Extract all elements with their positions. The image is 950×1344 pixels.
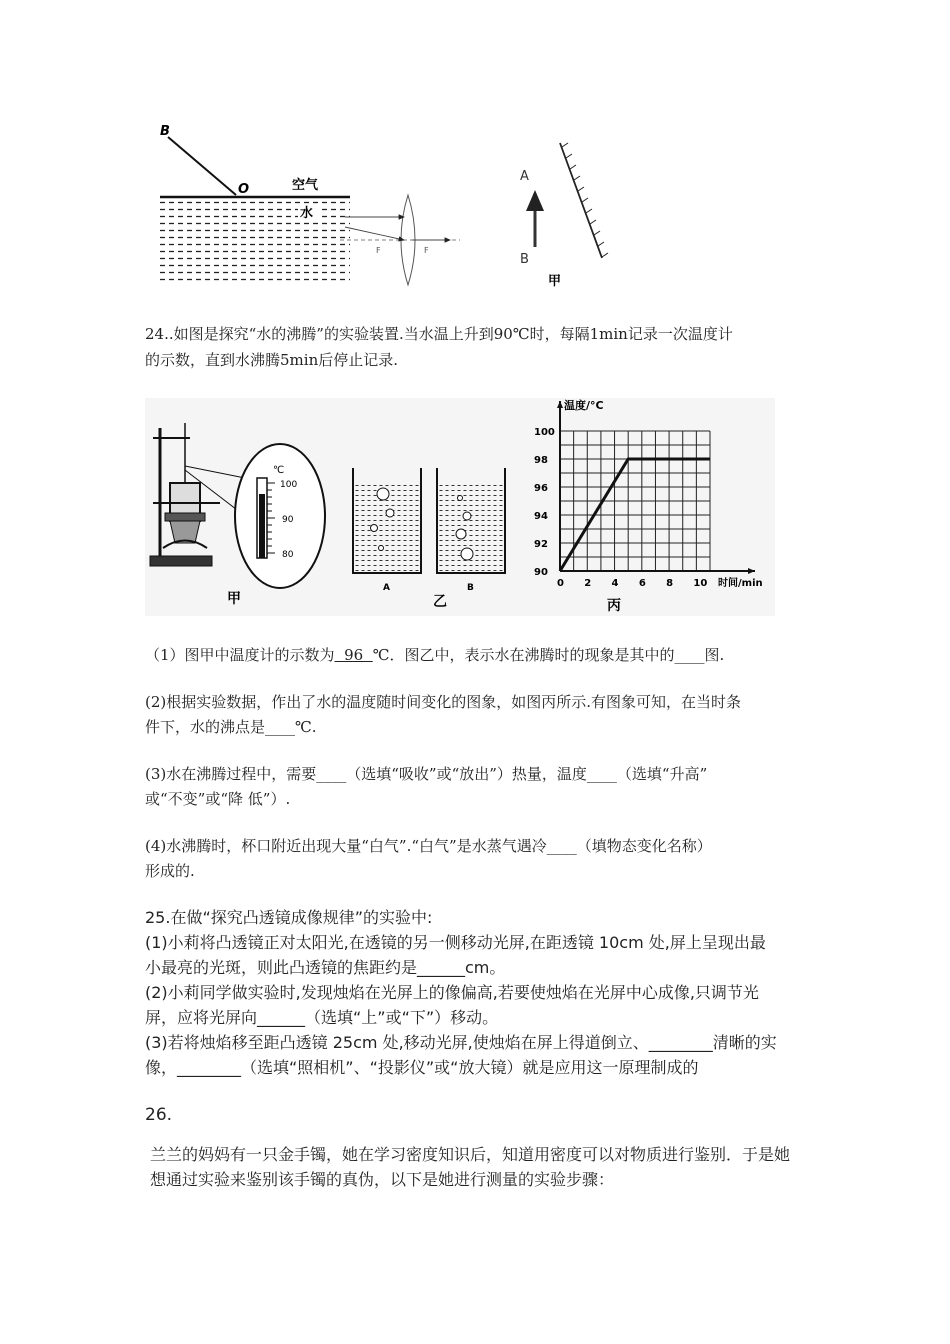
label-B2: B — [520, 252, 529, 267]
label-A: A — [520, 169, 529, 184]
label-water: 水 — [300, 206, 314, 221]
label-F1: F — [376, 246, 381, 255]
beaker-B-label: B — [467, 583, 474, 593]
x-tick-label: 8 — [666, 578, 674, 589]
y-axis-label: 温度/°C — [564, 399, 604, 412]
q24-part3-line1: (3)水在沸腾过程中，需要____（选填“吸收”或“放出”）热量，温度____（选填“升高” — [145, 765, 708, 783]
y-tick-label: 100 — [534, 427, 555, 438]
q26-line1: 兰兰的妈妈有一只金手镯，她在学习密度知识后，知道用密度可以对物质进行鉴别．于是她 — [150, 1145, 791, 1164]
refraction-figure — [160, 124, 350, 285]
label-O: O — [238, 182, 250, 197]
x-tick-label: 6 — [638, 578, 646, 589]
q24-part2-line2: 件下，水的沸点是____℃. — [145, 718, 317, 736]
ray-2 — [345, 227, 404, 240]
y-axis-arrow — [557, 401, 563, 408]
y-tick-label: 98 — [534, 455, 548, 466]
x-axis-label: 时间/min — [718, 578, 763, 589]
label-bing: 丙 — [607, 598, 621, 614]
label-yi: 乙 — [433, 594, 447, 610]
q24-part1-b: ℃．图乙中，表示水在沸腾时的现象是其中的____图. — [372, 646, 725, 664]
therm-90: 90 — [282, 515, 294, 525]
q25-part3-line2: 像，________（选填“照相机”、“投影仪”或“放大镜）就是应用这一原理制成的 — [145, 1058, 699, 1077]
q24-part1 — [145, 643, 825, 667]
beaker-A — [353, 468, 421, 593]
x-tick-label: 4 — [611, 578, 619, 589]
beaker-A-label: A — [383, 583, 390, 593]
q24-part3-line2: 或“不变”或“降 低”）. — [145, 790, 291, 808]
q24-figure-drawing — [145, 398, 775, 616]
apparatus-jia — [150, 423, 245, 566]
y-tick-label: 90 — [534, 567, 548, 578]
q24-intro-line2: 的示数，直到水沸腾5min后停止记录. — [145, 351, 398, 369]
q26-number: 26. — [145, 1105, 173, 1125]
thermometer-detail — [235, 444, 325, 588]
q24-part4-line1: (4)水沸腾时，杯口附近出现大量“白气”.“白气”是水蒸气遇冷____（填物态变化名称） — [145, 837, 712, 855]
q25-part3-line1: (3)若将烛焰移至距凸透镜 25cm 处,移动光屏,使烛焰在屏上得道倒立、________清晰的实 — [145, 1033, 777, 1052]
lens-figure — [340, 195, 460, 285]
water-region — [160, 197, 350, 285]
y-tick-label: 96 — [534, 483, 548, 494]
x-tick-label: 0 — [557, 578, 564, 589]
plane-mirror — [560, 143, 602, 258]
q24-part4-line2: 形成的. — [145, 862, 195, 880]
q25-part2-line1: (2)小莉同学做实验时,发现烛焰在光屏上的像偏高,若要使烛焰在光屏中心成像,只调节光 — [145, 983, 759, 1002]
label-B: B — [160, 124, 170, 139]
q24-intro-line1: 24..如图是探究“水的沸腾”的实验装置.当水温上升到90℃时，每隔1min记录一次温度计 — [145, 325, 733, 343]
incident-ray — [168, 137, 236, 195]
q25-title: 25.在做“探究凸透镜成像规律”的实验中: — [145, 908, 433, 927]
q24-part1-a: （1）图甲中温度计的示数为 — [145, 646, 335, 664]
q24-part1-answer: 96 — [334, 646, 373, 664]
label-F2: F — [424, 246, 429, 255]
x-axis-arrow — [748, 568, 755, 574]
y-tick-label: 92 — [534, 539, 548, 550]
y-tick-label: 94 — [534, 511, 548, 522]
q25-part1-line2: 小最亮的光斑，则此凸透镜的焦距约是______cm。 — [145, 958, 506, 977]
q25-part2-line2: 屏，应将光屏向______（选填“上”或“下”）移动。 — [145, 1008, 499, 1027]
x-tick-label: 10 — [693, 578, 708, 589]
beaker-B — [437, 468, 505, 593]
q24-part2-line1: (2)根据实验数据，作出了水的温度随时间变化的图象，如图丙所示.有图象可知，在当时条 — [145, 693, 742, 711]
x-tick-label: 2 — [584, 578, 592, 589]
therm-80: 80 — [282, 550, 294, 560]
label-jia: 甲 — [227, 591, 241, 607]
label-jia-top: 甲 — [548, 274, 562, 289]
q26-line2: 想通过实验来鉴别该手镯的真伪，以下是她进行测量的实验步骤： — [150, 1170, 615, 1189]
mirror-figure — [520, 143, 608, 289]
q25-part1-line1: (1)小莉将凸透镜正对太阳光,在透镜的另一侧移动光屏,在距透镜 10cm 处,屏上呈现出最 — [145, 933, 766, 952]
temperature-chart — [534, 398, 763, 589]
label-air: 空气 — [292, 178, 319, 193]
top-figures — [150, 115, 620, 295]
therm-100: 100 — [280, 480, 298, 490]
therm-unit: ℃ — [273, 465, 285, 476]
